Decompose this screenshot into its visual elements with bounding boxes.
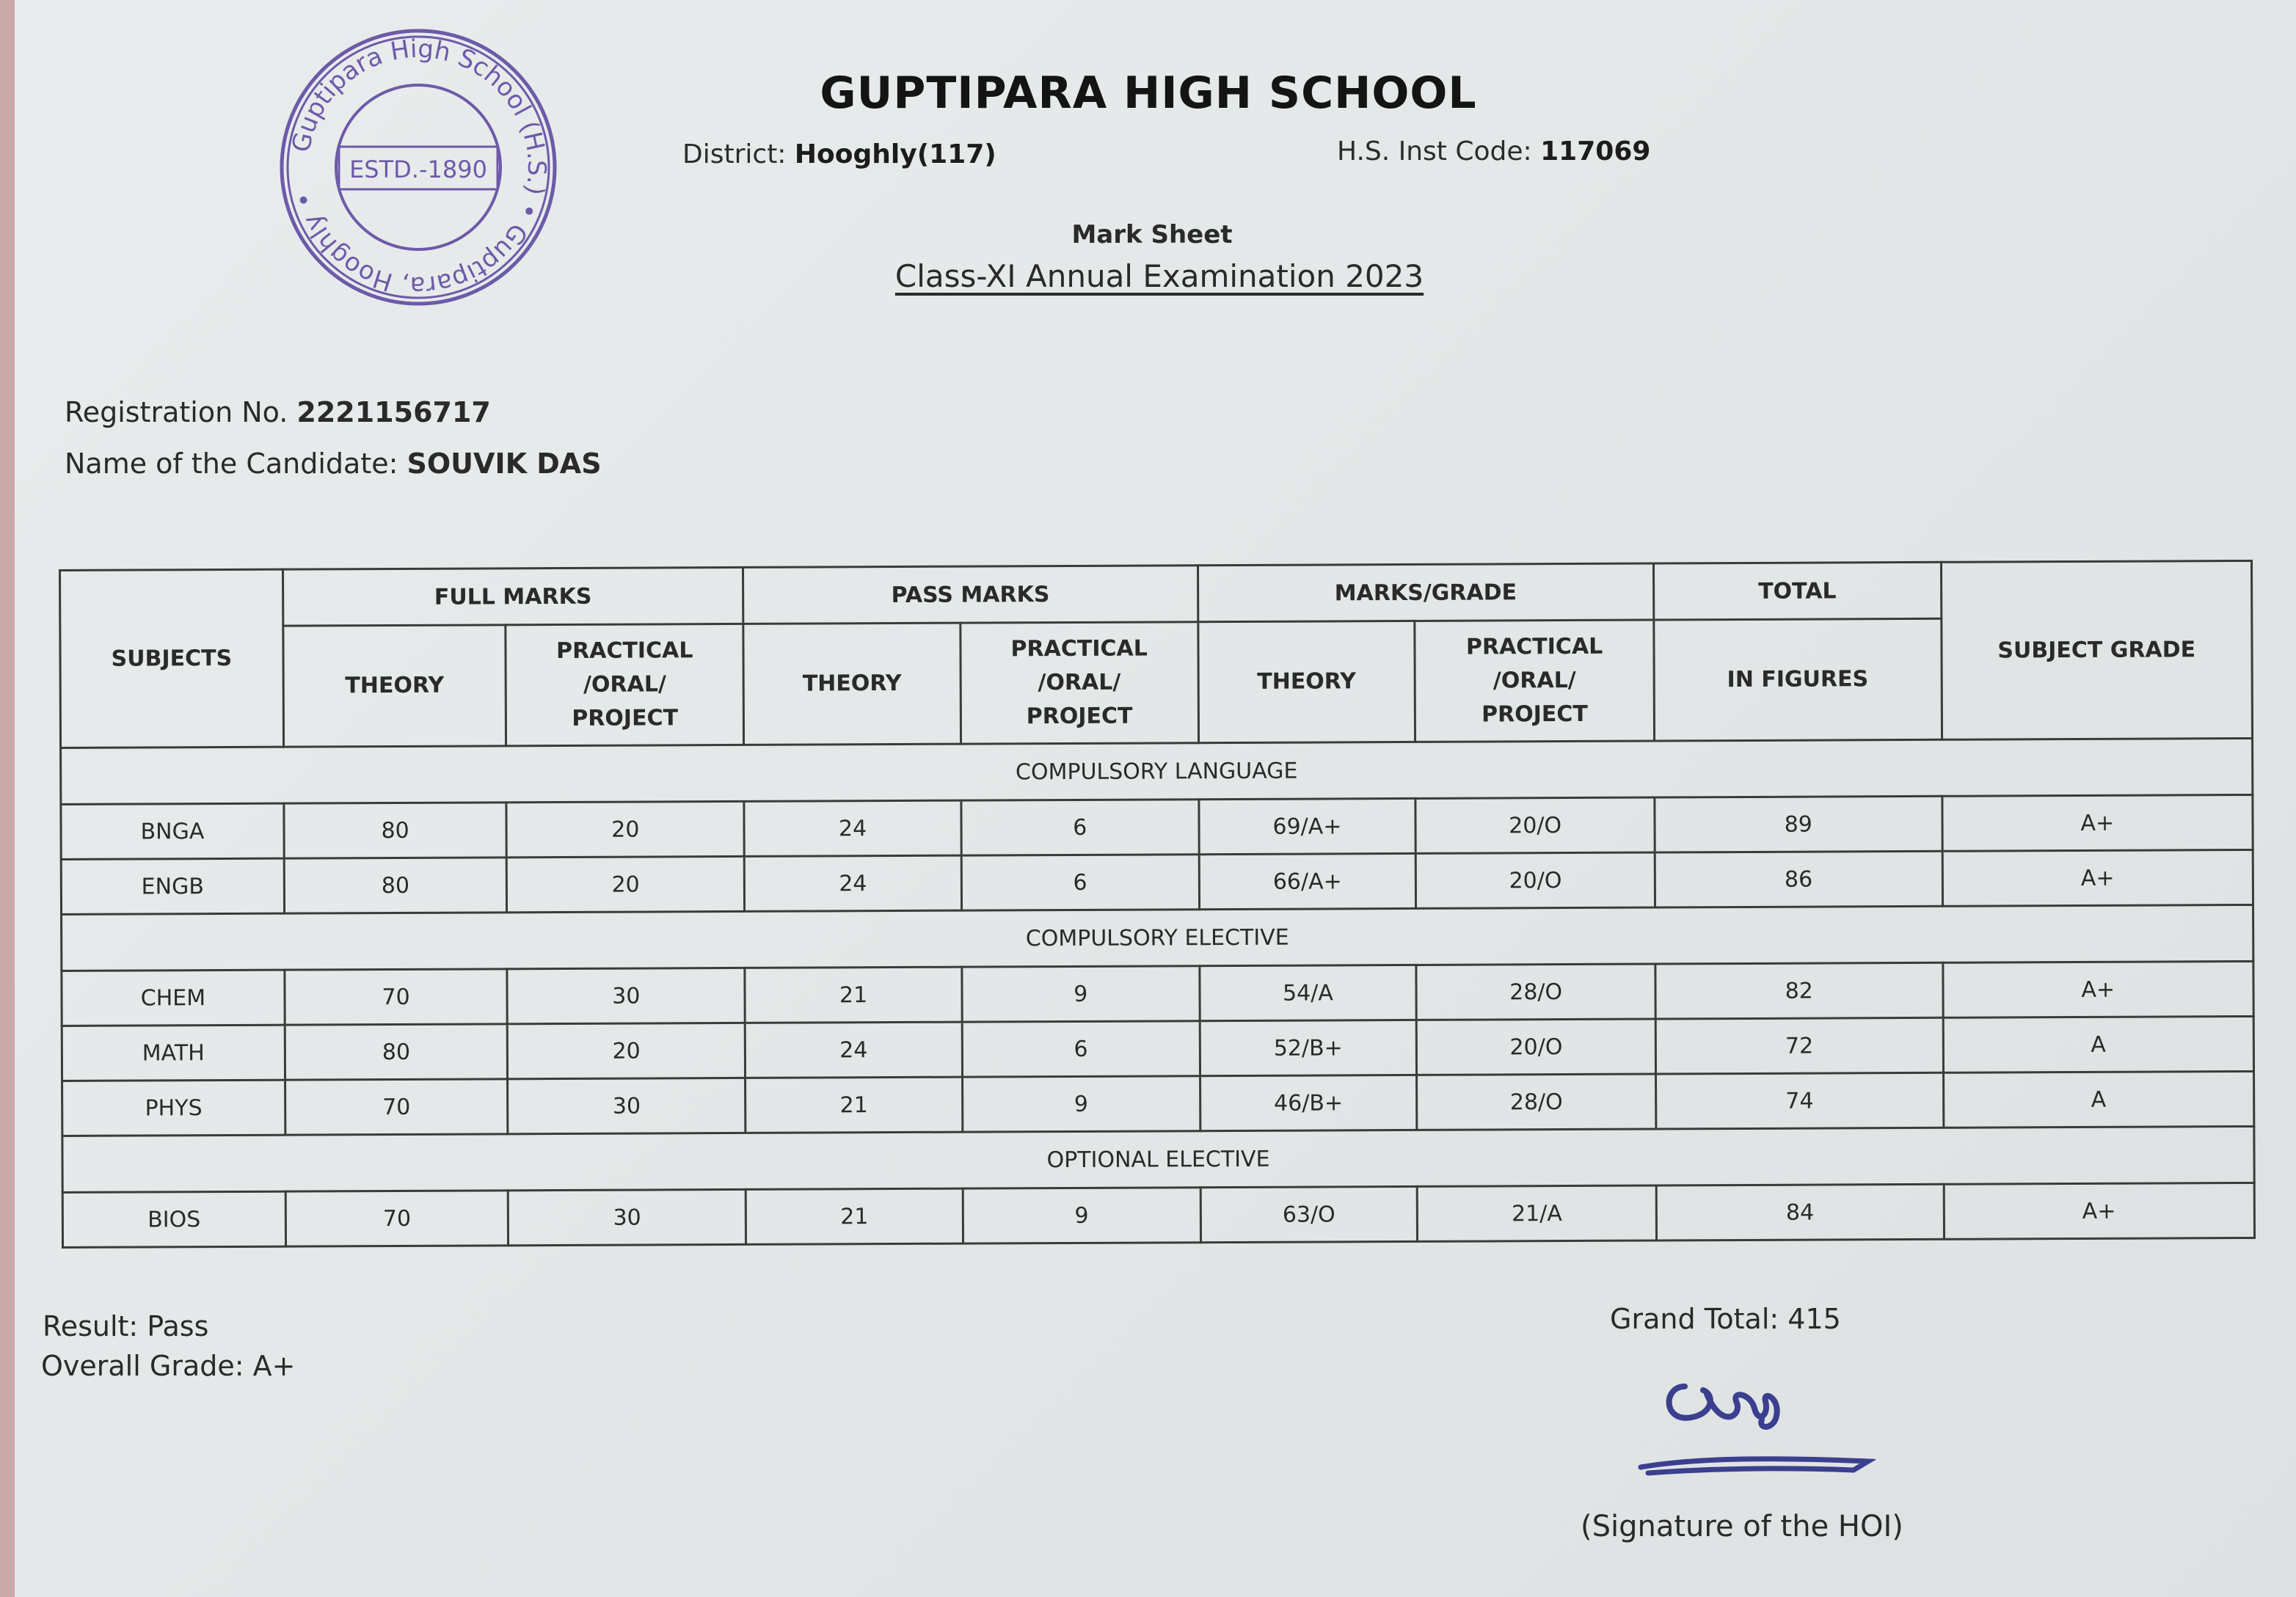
pm-theory-cell: 21 bbox=[746, 1188, 963, 1244]
mg-theory-cell: 52/B+ bbox=[1200, 1020, 1417, 1075]
table-row-math bbox=[62, 1016, 2253, 1081]
overall-grade-text: Overall Grade: A+ bbox=[41, 1350, 296, 1382]
section-compulsory-language: COMPULSORY LANGUAGE bbox=[61, 738, 2253, 804]
fm-theory-cell: 70 bbox=[285, 969, 508, 1025]
header-marks-grade: MARKS/GRADE bbox=[1198, 563, 1654, 622]
section-compulsory-elective: COMPULSORY ELECTIVE bbox=[62, 905, 2253, 971]
total-cell: 89 bbox=[1655, 796, 1942, 852]
subject-cell: PHYS bbox=[62, 1080, 285, 1136]
mg-practical-cell: 20/O bbox=[1416, 1019, 1655, 1075]
registration-number bbox=[65, 396, 491, 428]
pm-practical-cell: 6 bbox=[961, 855, 1199, 910]
header-pm-theory: THEORY bbox=[743, 623, 961, 745]
table-row-phys bbox=[62, 1071, 2254, 1136]
mg-theory-cell: 54/A bbox=[1199, 965, 1416, 1020]
fm-practical-cell: 30 bbox=[507, 968, 745, 1023]
fm-theory-cell: 80 bbox=[284, 803, 507, 858]
pm-practical-cell: 9 bbox=[963, 1188, 1200, 1243]
table-row-chem bbox=[62, 961, 2253, 1026]
fm-practical-cell: 20 bbox=[507, 856, 745, 912]
hoi-signature bbox=[1633, 1372, 1876, 1482]
inst-code-value: 117069 bbox=[1540, 136, 1651, 167]
header-mg-theory: THEORY bbox=[1198, 621, 1415, 742]
school-name: GUPTIPARA HIGH SCHOOL bbox=[820, 67, 1477, 119]
mg-theory-cell: 63/O bbox=[1200, 1186, 1418, 1242]
svg-text:ESTD.-1890: ESTD.-1890 bbox=[349, 156, 487, 183]
inst-code-label: H.S. Inst Code: bbox=[1337, 136, 1532, 167]
sheet-title: Mark Sheet bbox=[1071, 220, 1233, 249]
header-fm-practical: PRACTICAL /ORAL/ PROJECT bbox=[506, 624, 743, 745]
pm-theory-cell: 21 bbox=[746, 1077, 963, 1133]
header-subjects: SUBJECTS bbox=[60, 569, 284, 748]
fm-practical-cell: 20 bbox=[508, 1023, 746, 1078]
mg-theory-cell: 66/A+ bbox=[1199, 853, 1416, 909]
fm-practical-cell: 30 bbox=[509, 1189, 746, 1245]
total-cell: 72 bbox=[1655, 1017, 1943, 1074]
subject-cell: BNGA bbox=[61, 803, 284, 859]
district-label: District: bbox=[682, 139, 787, 169]
total-cell: 74 bbox=[1656, 1072, 1944, 1129]
fm-practical-cell: 30 bbox=[508, 1078, 746, 1133]
district-info bbox=[682, 139, 996, 169]
fm-theory-cell: 70 bbox=[285, 1191, 509, 1246]
total-cell: 86 bbox=[1655, 851, 1942, 907]
paper-edge bbox=[0, 0, 15, 1597]
mg-theory-cell: 46/B+ bbox=[1200, 1075, 1417, 1130]
pm-theory-cell: 24 bbox=[744, 800, 961, 856]
pm-practical-cell: 6 bbox=[961, 800, 1199, 855]
mg-practical-cell: 28/O bbox=[1417, 1074, 1656, 1130]
total-cell: 82 bbox=[1655, 962, 1943, 1019]
svg-text:Guptipara High School (H.S.) •: Guptipara High School (H.S.) • Guptipara, Hooghly • bbox=[286, 34, 552, 301]
pm-practical-cell: 9 bbox=[962, 966, 1200, 1022]
table-row-bnga bbox=[61, 794, 2253, 859]
table-row-engb bbox=[61, 849, 2253, 914]
total-cell: 84 bbox=[1656, 1184, 1944, 1240]
grade-cell: A+ bbox=[1942, 961, 2253, 1017]
fm-theory-cell: 80 bbox=[284, 858, 507, 913]
candidate-name-value: SOUVIK DAS bbox=[407, 447, 602, 480]
inst-code-info bbox=[1337, 136, 1650, 167]
mg-practical-cell: 20/O bbox=[1415, 852, 1655, 908]
district-value: Hooghly(117) bbox=[794, 139, 996, 169]
mg-practical-cell: 20/O bbox=[1415, 797, 1655, 853]
fm-theory-cell: 80 bbox=[285, 1024, 508, 1080]
subject-cell: MATH bbox=[62, 1025, 285, 1081]
grade-cell: A+ bbox=[1942, 849, 2253, 906]
school-seal bbox=[277, 26, 559, 308]
pm-practical-cell: 6 bbox=[962, 1021, 1200, 1077]
fm-practical-cell: 20 bbox=[506, 801, 744, 857]
pm-theory-cell: 21 bbox=[745, 967, 962, 1023]
result-text: Result: Pass bbox=[43, 1310, 209, 1342]
grade-cell: A bbox=[1943, 1071, 2254, 1128]
candidate-name-label: Name of the Candidate: bbox=[65, 447, 398, 480]
registration-value: 2221156717 bbox=[296, 396, 491, 428]
mg-practical-cell: 21/A bbox=[1417, 1185, 1656, 1241]
fm-theory-cell: 70 bbox=[285, 1079, 508, 1135]
pm-theory-cell: 24 bbox=[745, 1022, 962, 1078]
signature-label: (Signature of the HOI) bbox=[1581, 1510, 1903, 1543]
header-mg-practical: PRACTICAL /ORAL/ PROJECT bbox=[1415, 620, 1654, 742]
grade-cell: A bbox=[1943, 1016, 2254, 1072]
exam-title: Class-XI Annual Examination 2023 bbox=[894, 258, 1424, 294]
grade-cell: A+ bbox=[1942, 794, 2253, 851]
header-full-marks: FULL MARKS bbox=[283, 567, 743, 626]
marks-table bbox=[59, 560, 2256, 1249]
grand-total-text: Grand Total: 415 bbox=[1610, 1303, 1841, 1335]
subject-cell: BIOS bbox=[62, 1191, 285, 1247]
table-row-bios bbox=[62, 1183, 2254, 1247]
mg-theory-cell: 69/A+ bbox=[1198, 798, 1415, 854]
header-total: TOTAL bbox=[1653, 562, 1941, 620]
header-fm-theory: THEORY bbox=[283, 625, 506, 747]
section-optional-elective: OPTIONAL ELECTIVE bbox=[62, 1126, 2254, 1192]
pm-theory-cell: 24 bbox=[744, 855, 961, 911]
candidate-name bbox=[65, 447, 602, 480]
subject-cell: CHEM bbox=[62, 970, 285, 1026]
header-in-figures: IN FIGURES bbox=[1654, 618, 1942, 741]
registration-label: Registration No. bbox=[65, 396, 288, 428]
header-subject-grade: SUBJECT GRADE bbox=[1941, 560, 2253, 739]
header-pass-marks: PASS MARKS bbox=[743, 566, 1198, 624]
grade-cell: A+ bbox=[1944, 1183, 2255, 1239]
subject-cell: ENGB bbox=[61, 858, 284, 914]
header-pm-practical: PRACTICAL /ORAL/ PROJECT bbox=[961, 622, 1198, 744]
pm-practical-cell: 9 bbox=[962, 1076, 1200, 1132]
mg-practical-cell: 28/O bbox=[1416, 964, 1655, 1020]
